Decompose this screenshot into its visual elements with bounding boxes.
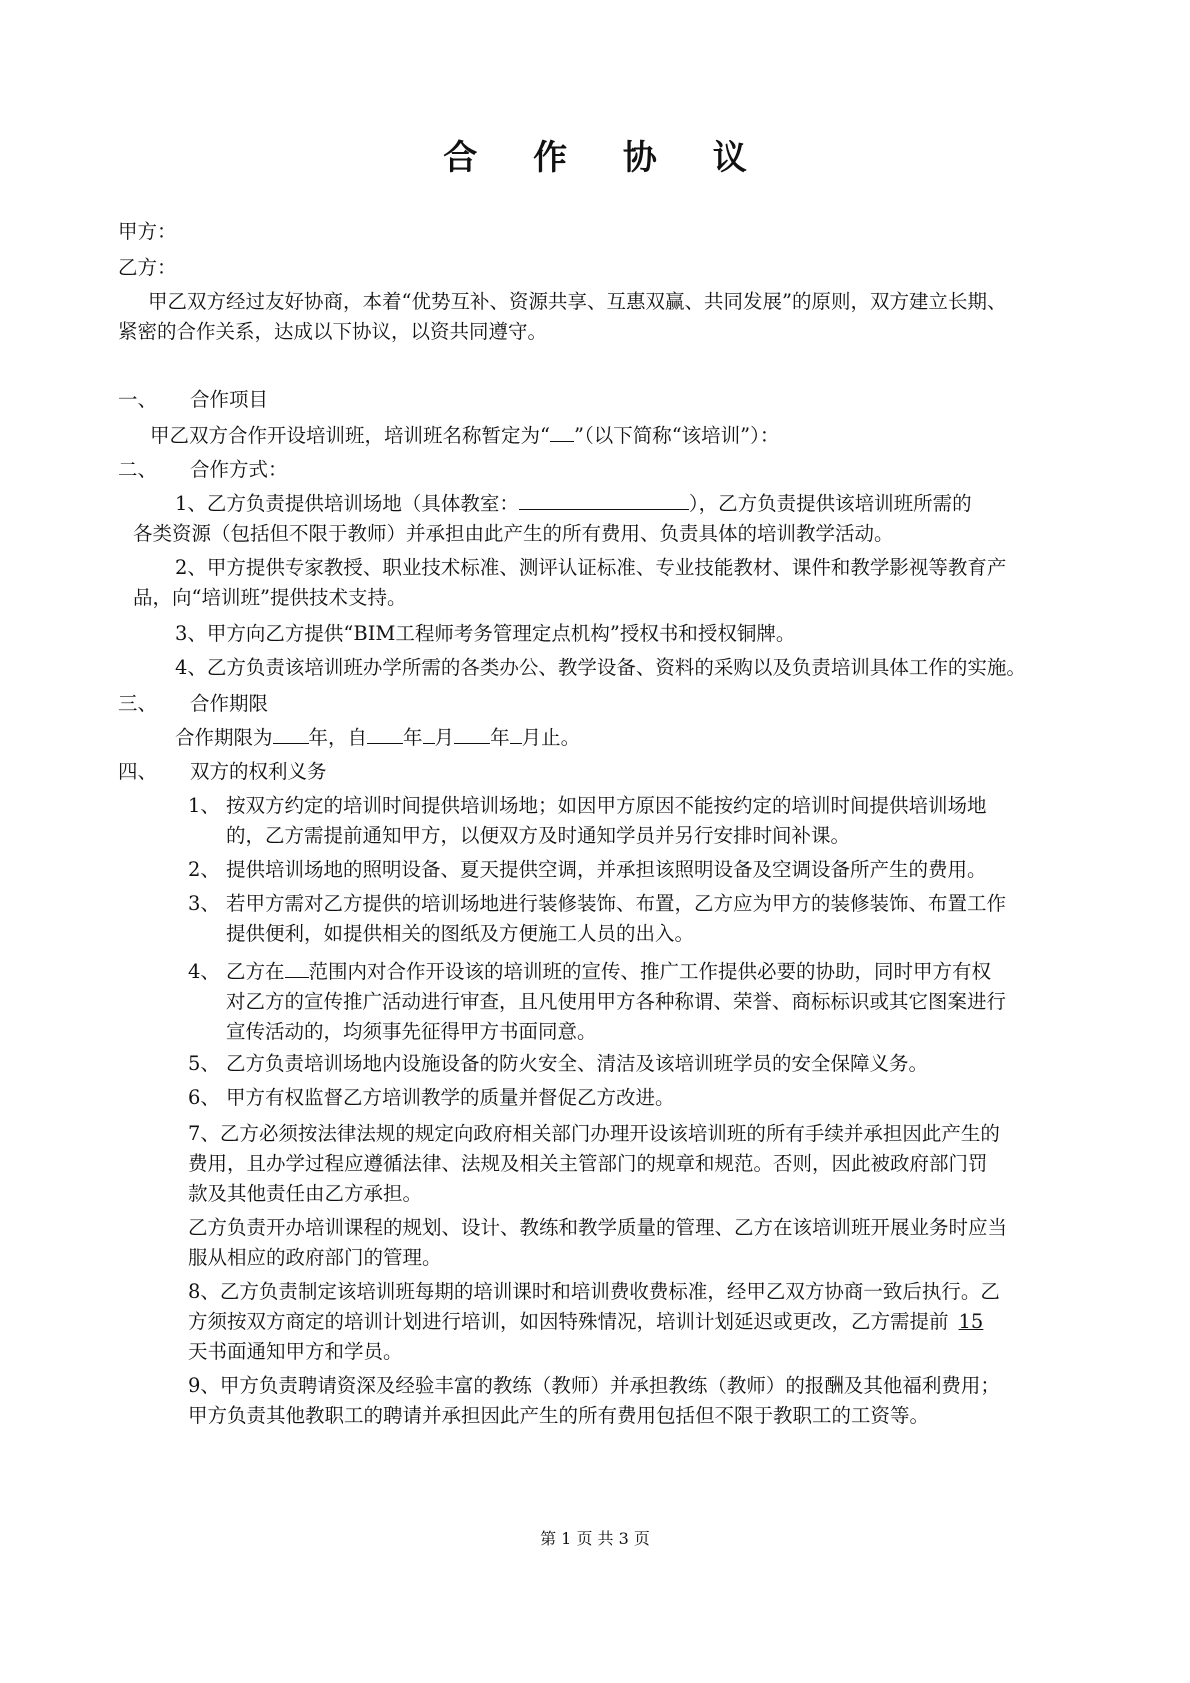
section-1-body: [150, 420, 779, 452]
obligation-item-6: [188, 1082, 1008, 1114]
classroom-blank: [519, 489, 689, 510]
party-a-label: 甲方：: [118, 220, 177, 243]
obligation-item-2-line-1: 提供培训场地的照明设备、夏天提供空调，并承担该照明设备及空调设备所产生的费用。: [226, 858, 987, 881]
obligation-item-3-line-1: 若甲方需对乙方提供的培训场地进行装修装饰、布置，乙方应为甲方的装修装饰、布置工作: [226, 892, 1007, 915]
party-b-label: 乙方：: [118, 256, 177, 279]
obligation-item-1-number: 1、: [188, 794, 220, 817]
obligation-item-3: [188, 888, 1008, 952]
intro-line-1: 甲乙双方经过友好协商，本着“优势互补、资源共享、互惠双赢、共同发展”的原则，双方建立长期、: [148, 290, 1007, 313]
term-text-4: 月: [434, 726, 455, 749]
section-1-body-a: 甲乙双方合作开设培训班，培训班名称暂定为“: [150, 424, 550, 447]
obligation-item-6-number: 6、: [188, 1086, 220, 1109]
obligation-item-4-line-1: [226, 956, 991, 988]
term-text-2: 年，自: [308, 726, 368, 749]
section-1-heading: [118, 384, 268, 416]
obligation-item-1-line-1: 按双方约定的培训时间提供培训场地；如因甲方原因不能按约定的培训时间提供培训场地: [226, 794, 987, 817]
obligation-item-5: [188, 1048, 1008, 1080]
end-month-blank: [510, 723, 522, 744]
clause-8-line-3: 天书面通知甲方和学员。: [188, 1340, 403, 1363]
clause-7b-line-1: 乙方负责开办培训课程的规划、设计、教练和教学质量的管理、乙方在该培训班开展业务时应当: [188, 1216, 1008, 1239]
obligation-item-4: [188, 956, 1008, 1052]
clause-7-line-2: 费用，且办学过程应遵循法律、法规及相关主管部门的规章和规范。否则，因此被政府部门罚: [188, 1152, 988, 1175]
clause-8-line-1: 8、乙方负责制定该培训班每期的培训课时和培训费收费标准，经甲乙双方协商一致后执行。乙: [188, 1280, 1000, 1303]
obligation-item-1-line-2: 的，乙方需提前通知甲方，以便双方及时通知学员并另行安排时间补课。: [226, 824, 851, 847]
document-title: 合 作 协 议: [443, 138, 769, 178]
obligation-item-6-line-1: 甲方有权监督乙方培训教学的质量并督促乙方改进。: [226, 1086, 675, 1109]
clause-7-line-1: 7、乙方必须按法律法规的规定向政府相关部门办理开设该培训班的所有手续并承担因此产生的: [188, 1122, 1000, 1145]
section-2-p1-line-1: [175, 488, 972, 520]
section-1-body-b: ”（以下简称“该培训”）：: [573, 424, 780, 447]
clause-9-line-2: 甲方负责其他教职工的聘请并承担因此产生的所有费用包括但不限于教职工的工资等。: [188, 1404, 930, 1427]
section-3-title: 合作期限: [190, 692, 269, 715]
notice-days-value: 15: [958, 1310, 984, 1333]
term-text-3: 年: [403, 726, 423, 749]
obligation-item-4-line-3: 宣传活动的，均须事先征得甲方书面同意。: [226, 1020, 597, 1043]
training-name-blank: [550, 421, 574, 442]
obligation-item-4-line-1-a: 乙方在: [226, 960, 285, 983]
section-4-heading: [118, 756, 327, 788]
clause-7b-line-2: 服从相应的政府部门的管理。: [188, 1246, 442, 1269]
section-2-p1-a: 1、乙方负责提供培训场地（具体教室：: [175, 492, 519, 515]
clause-7-line-3: 款及其他责任由乙方承担。: [188, 1182, 423, 1205]
section-4-number: 四、: [118, 760, 158, 783]
section-1-number: 一、: [118, 388, 158, 411]
obligation-item-3-line-2: 提供便利，如提供相关的图纸及方便施工人员的出入。: [226, 922, 695, 945]
term-text-5: 年: [490, 726, 510, 749]
obligation-item-4-line-2: 对乙方的宣传推广活动进行审查，且凡使用甲方各种称谓、荣誉、商标标识或其它图案进行: [226, 990, 1007, 1013]
end-year-blank: [454, 723, 490, 744]
section-2-heading: [118, 454, 288, 486]
term-years-blank: [273, 723, 309, 744]
section-2-p2-line-1: 2、甲方提供专家教授、职业技术标准、测评认证标准、专业技能教材、课件和教学影视等教育产: [175, 556, 1007, 579]
obligation-item-2-number: 2、: [188, 858, 220, 881]
section-3-heading: [118, 688, 268, 720]
section-2-p2-line-2: 品，向“培训班”提供技术支持。: [133, 586, 407, 609]
obligation-item-5-number: 5、: [188, 1052, 220, 1075]
section-3-body: [175, 722, 580, 754]
page-footer: 第 1 页 共 3 页: [540, 1529, 650, 1548]
start-month-blank: [423, 723, 435, 744]
start-year-blank: [367, 723, 403, 744]
obligation-item-1: [188, 790, 1008, 854]
scope-blank: [285, 957, 309, 978]
obligation-item-3-number: 3、: [188, 892, 220, 915]
clause-9-line-1: 9、甲方负责聘请资深及经验丰富的教练（教师）并承担教练（教师）的报酬及其他福利费用；: [188, 1374, 1000, 1397]
section-4-title: 双方的权利义务: [190, 760, 327, 783]
obligation-item-5-line-1: 乙方负责培训场地内设施设备的防火安全、清洁及该培训班学员的安全保障义务。: [226, 1052, 929, 1075]
obligation-item-4-number: 4、: [188, 960, 220, 983]
section-2-p1-b: ），乙方负责提供该培训班所需的: [688, 492, 972, 515]
obligation-item-2: [188, 854, 1008, 886]
section-2-number: 二、: [118, 458, 158, 481]
clause-8-line-2-a: 方须按双方商定的培训计划进行培训，如因特殊情况，培训计划延迟或更改，乙方需提前: [188, 1310, 949, 1333]
section-2-title: 合作方式：: [190, 458, 288, 481]
section-2-p4: 4、乙方负责该培训班办学所需的各类办公、教学设备、资料的采购以及负责培训具体工作的实施。: [175, 656, 1026, 679]
section-2-p1-line-2: 各类资源（包括但不限于教师）并承担由此产生的所有费用、负责具体的培训教学活动。: [133, 522, 894, 545]
clause-8-line-2: [188, 1306, 983, 1338]
intro-line-2: 紧密的合作关系，达成以下协议，以资共同遵守。: [118, 320, 548, 343]
obligation-item-4-line-1-b: 范围内对合作开设该的培训班的宣传、推广工作提供必要的协助，同时甲方有权: [308, 960, 992, 983]
section-2-p3: 3、甲方向乙方提供“BIM工程师考务管理定点机构”授权书和授权铜牌。: [175, 622, 796, 645]
term-text-6: 月止。: [521, 726, 581, 749]
section-3-number: 三、: [118, 692, 158, 715]
section-1-title: 合作项目: [190, 388, 269, 411]
term-text-1: 合作期限为: [175, 726, 273, 749]
